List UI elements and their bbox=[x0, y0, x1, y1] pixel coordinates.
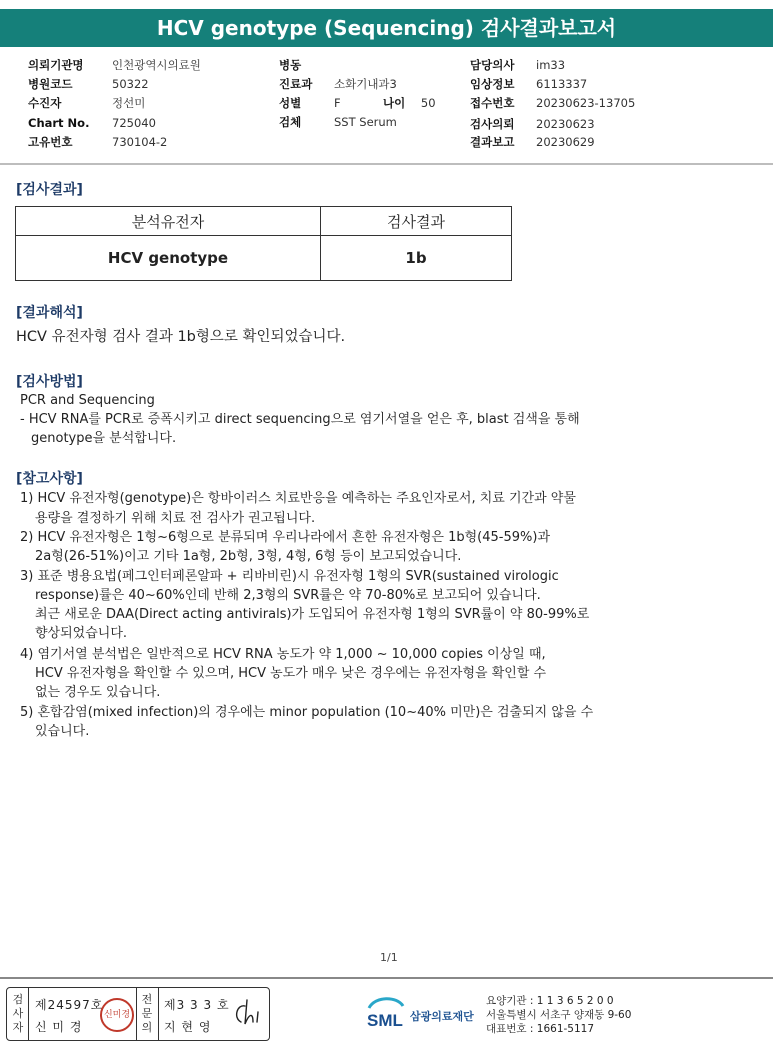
info-value: F bbox=[334, 96, 341, 110]
report-title: HCV genotype (Sequencing) 검사결과보고서 bbox=[0, 9, 773, 47]
reference-line: 2) HCV 유전자형은 1형~6형으로 분류되며 우리나라에서 흔한 유전자형은 1b형(45-59%)과 bbox=[20, 530, 550, 545]
method-line-3: genotype을 분석합니다. bbox=[31, 431, 177, 446]
logo-text: SML bbox=[367, 1011, 403, 1030]
info-value: im33 bbox=[536, 58, 566, 72]
section-result-heading: [검사결과] bbox=[16, 182, 83, 198]
phone: 대표번호 : 1661-5117 bbox=[486, 1023, 595, 1035]
info-label: 검사의뢰 bbox=[470, 117, 515, 131]
info-label: 결과보고 bbox=[470, 135, 515, 149]
reference-line: 4) 염기서열 분석법은 일반적으로 HCV RNA 농도가 약 1,000 ~ 10,000 copies 이상일 때, bbox=[20, 647, 546, 662]
info-label: Chart No. bbox=[28, 116, 90, 130]
info-field bbox=[28, 95, 145, 111]
reference-line: 없는 경우도 있습니다. bbox=[35, 685, 161, 700]
tester-name: 신 미 경 bbox=[35, 1020, 83, 1034]
specialist-name: 지 현 영 bbox=[164, 1020, 212, 1034]
signature-scribble bbox=[231, 996, 265, 1030]
info-label: 의뢰기관명 bbox=[28, 58, 84, 72]
info-label: 접수번호 bbox=[470, 96, 515, 110]
age-field bbox=[383, 95, 436, 111]
signature-box bbox=[6, 987, 270, 1041]
header-gene: 분석유전자 bbox=[16, 207, 321, 236]
reference-line: 있습니다. bbox=[35, 724, 90, 739]
info-value: 정선미 bbox=[112, 96, 146, 110]
info-label: 성별 bbox=[279, 96, 302, 110]
table-row bbox=[16, 236, 512, 281]
footer-divider bbox=[0, 977, 773, 979]
info-value: 730104-2 bbox=[112, 135, 168, 149]
info-field bbox=[470, 134, 595, 150]
info-value: SST Serum bbox=[334, 115, 397, 129]
contact-info bbox=[486, 994, 631, 1036]
reference-line: response)률은 40~60%인데 반해 2,3형의 SVR률은 약 70-80%로 보고되어 있습니다. bbox=[35, 588, 541, 603]
reference-line: 1) HCV 유전자형(genotype)은 항바이러스 치료반응을 예측하는 주요인자로서, 치료 기간과 약물 bbox=[20, 491, 576, 506]
info-label: 수진자 bbox=[28, 96, 62, 110]
info-value: 소화기내과3 bbox=[334, 77, 397, 91]
method-line-1: PCR and Sequencing bbox=[20, 393, 155, 408]
info-label: 진료과 bbox=[279, 77, 313, 91]
info-value: 20230629 bbox=[536, 135, 595, 149]
tester-license-no: 제24597호 bbox=[35, 998, 104, 1012]
info-field bbox=[279, 95, 341, 111]
info-value: 6113337 bbox=[536, 77, 588, 91]
seal-stamp bbox=[100, 998, 134, 1032]
tester-label bbox=[9, 988, 27, 1040]
age-value: 50 bbox=[420, 96, 436, 110]
divider bbox=[158, 988, 159, 1040]
info-field bbox=[28, 57, 201, 73]
info-field bbox=[279, 57, 334, 73]
reference-line: 향상되었습니다. bbox=[35, 626, 128, 641]
institution-code: 요양기관 : 1 1 3 6 5 2 0 0 bbox=[486, 995, 614, 1007]
reference-line: 5) 혼합감염(mixed infection)의 경우에는 minor population (10~40% 미만)은 검출되지 않을 수 bbox=[20, 705, 594, 720]
info-value: 20230623-13705 bbox=[536, 96, 636, 110]
divider bbox=[28, 988, 29, 1040]
method-line-2: - HCV RNA를 PCR로 증폭시키고 direct sequencing으로 염기서열을 얻은 후, blast 검색을 통해 bbox=[20, 412, 580, 427]
result-table bbox=[15, 206, 512, 281]
header-result: 검사결과 bbox=[321, 207, 512, 236]
specialist-label bbox=[138, 988, 156, 1040]
org-name: 삼광의료재단 bbox=[410, 1010, 474, 1023]
info-field bbox=[470, 57, 565, 73]
interpretation-text: HCV 유전자형 검사 결과 1b형으로 확인되었습니다. bbox=[16, 329, 346, 345]
info-field bbox=[279, 114, 397, 130]
reference-line: 2a형(26-51%)이고 기타 1a형, 2b형, 3형, 4형, 6형 등이 보고되었습니다. bbox=[35, 549, 462, 564]
tester-label-text: 검사자 bbox=[12, 993, 24, 1034]
cell-result: 1b bbox=[321, 236, 512, 281]
reference-line: 3) 표준 병용요법(페그인터페론알파 + 리바비린)시 유전자형 1형의 SVR(sustained virologic bbox=[20, 569, 559, 584]
info-field bbox=[279, 76, 397, 92]
info-label: 검체 bbox=[279, 115, 302, 129]
section-method-heading: [검사방법] bbox=[16, 374, 83, 390]
info-field bbox=[28, 134, 167, 150]
cell-gene: HCV genotype bbox=[16, 236, 321, 281]
info-label: 병원코드 bbox=[28, 77, 73, 91]
divider bbox=[136, 988, 137, 1040]
info-value: 20230623 bbox=[536, 117, 595, 131]
info-value: 인천광역시의료원 bbox=[112, 58, 201, 72]
address: 서울특별시 서초구 양재동 9-60 bbox=[486, 1009, 632, 1021]
specialist-license-no: 제3 3 3 호 bbox=[164, 998, 230, 1012]
seal-text: 신미경 bbox=[103, 1010, 131, 1020]
reference-line: 용량을 결정하기 위해 치료 전 검사가 권고됩니다. bbox=[35, 511, 316, 526]
info-field bbox=[470, 95, 635, 111]
section-interpretation-heading: [결과해석] bbox=[16, 305, 83, 321]
reference-line: HCV 유전자형을 확인할 수 있으며, HCV 농도가 매우 낮은 경우에는 유전자형을 확인할 수 bbox=[35, 666, 547, 681]
reference-line: 최근 새로운 DAA(Direct acting antivirals)가 도입되어 유전자형 1형의 SVR률이 약 80-99%로 bbox=[35, 607, 590, 622]
specialist-label-text: 전문의 bbox=[141, 993, 153, 1034]
info-label: 담당의사 bbox=[470, 58, 515, 72]
info-field bbox=[470, 76, 587, 92]
info-value: 50322 bbox=[112, 77, 149, 91]
info-field bbox=[28, 76, 149, 92]
info-field bbox=[470, 116, 595, 132]
info-label: 고유번호 bbox=[28, 135, 73, 149]
age-label: 나이 bbox=[383, 96, 406, 110]
info-label: 임상정보 bbox=[470, 77, 515, 91]
top-margin bbox=[0, 0, 773, 8]
sml-logo bbox=[363, 994, 409, 1034]
table-header-row bbox=[16, 207, 512, 236]
header-divider bbox=[0, 163, 773, 165]
info-value: 725040 bbox=[112, 116, 156, 130]
info-field bbox=[28, 116, 156, 130]
info-label: 병동 bbox=[279, 58, 302, 72]
page-number: 1/1 bbox=[380, 951, 398, 964]
section-reference-heading: [참고사항] bbox=[16, 471, 83, 487]
